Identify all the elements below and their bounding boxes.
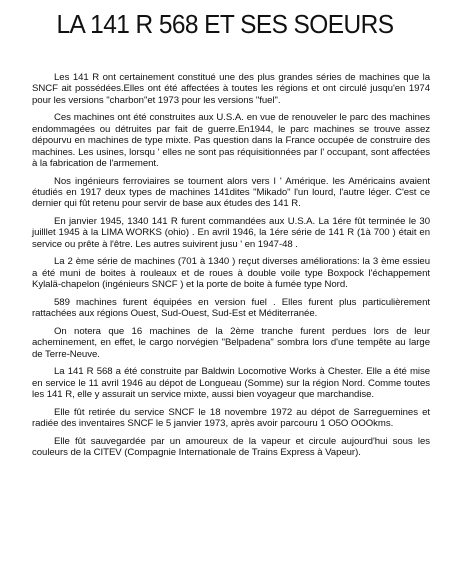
paragraph-engineers: Nos ingénieurs ferroviaires se tournent alors vers l ' Amérique. les Américains avaient étudiés en 1917 deux types de machines 141dites "Mikado" l'un lourd, l'autre léger. C'est ce dernier qui fût retenu pour servir de base aux études des 141 R.	[32, 175, 430, 210]
page-title: LA 141 R 568 ET SES SOEURS	[56, 11, 394, 39]
paragraph-lost-machines: On notera que 16 machines de la 2ème tranche furent perdues lors de leur acheminement, en effet, le cargo norvégien "Belpadena" sombra lors d'une tempête au large de Terre-Neuve.	[32, 325, 430, 360]
paragraph-retirement: Elle fût retirée du service SNCF le 18 novembre 1972 au dépot de Sarreguemines et radiée des inventaires SNCF le 5 janvier 1973, après avoir parcouru 1 O5O OOOkms.	[32, 406, 430, 430]
paragraph-preservation: Elle fût sauvegardée par un amoureux de la vapeur et circule aujourd'hui sous les couleurs de la CITEV (Compagnie Internationale de Trains Express à Vapeur).	[32, 435, 430, 459]
paragraph-141r568: La 141 R 568 a été construite par Baldwin Locomotive Works à Chester. Elle a été mise en service le 11 avril 1946 au dépot de Longueau (Somme) sur la région Nord. Comme toutes les 141 R, elle y assurait un service mixte, aussi bien voyageur que marchandise.	[32, 366, 430, 401]
paragraph-second-series: La 2 ème série de machines (701 à 1340 ) reçut diverses améliorations: la 3 ème essieu a été muni de boites à rouleaux et de roues à double voile type Boxpock l'échappement Kylalä-chapelon (ingénieurs SNCF ) et la porte de boite à fumée type Nord.	[32, 256, 430, 291]
paragraph-intro: Les 141 R ont certainement constitué une des plus grandes séries de machines que la SNCF ait possédées.Elles ont été affectées à toutes les régions et ont circulé jusqu'en 1974 pour les versions "charbon"et 1973 pour les versions "fuel".	[32, 72, 430, 106]
paragraph-fuel-version: 589 machines furent équipées en version fuel . Elles furent plus particulièrement rattachées aux régions Ouest, Sud-Ouest, Sud-Est et Méditerranée.	[32, 296, 430, 320]
paragraph-construction: Ces machines ont été construites aux U.S.A. en vue de renouveler le parc des machines endommagées ou détruites par fait de guerre.En1944, le parc machines se trouve assez dépourvu en machines de type mixte. Pas question dans la France occupée de construire des machines. Les usines, lorsqu ' elles ne sont pas réquisitionnées par l' occupant, sont affectées à la fabrication de l'armement.	[32, 112, 430, 170]
paragraph-order: En janvier 1945, 1340 141 R furent commandées aux U.S.A. La 1ére fût terminée le 30 juilllet 1945 à la LIMA WORKS (ohio) . En avril 1946, la 1ére série de 141 R (1à 700 ) était en service ou prête à l'être. Les autres suivirent jusu ' en 1947-48 .	[32, 216, 430, 250]
article-body	[32, 72, 430, 465]
